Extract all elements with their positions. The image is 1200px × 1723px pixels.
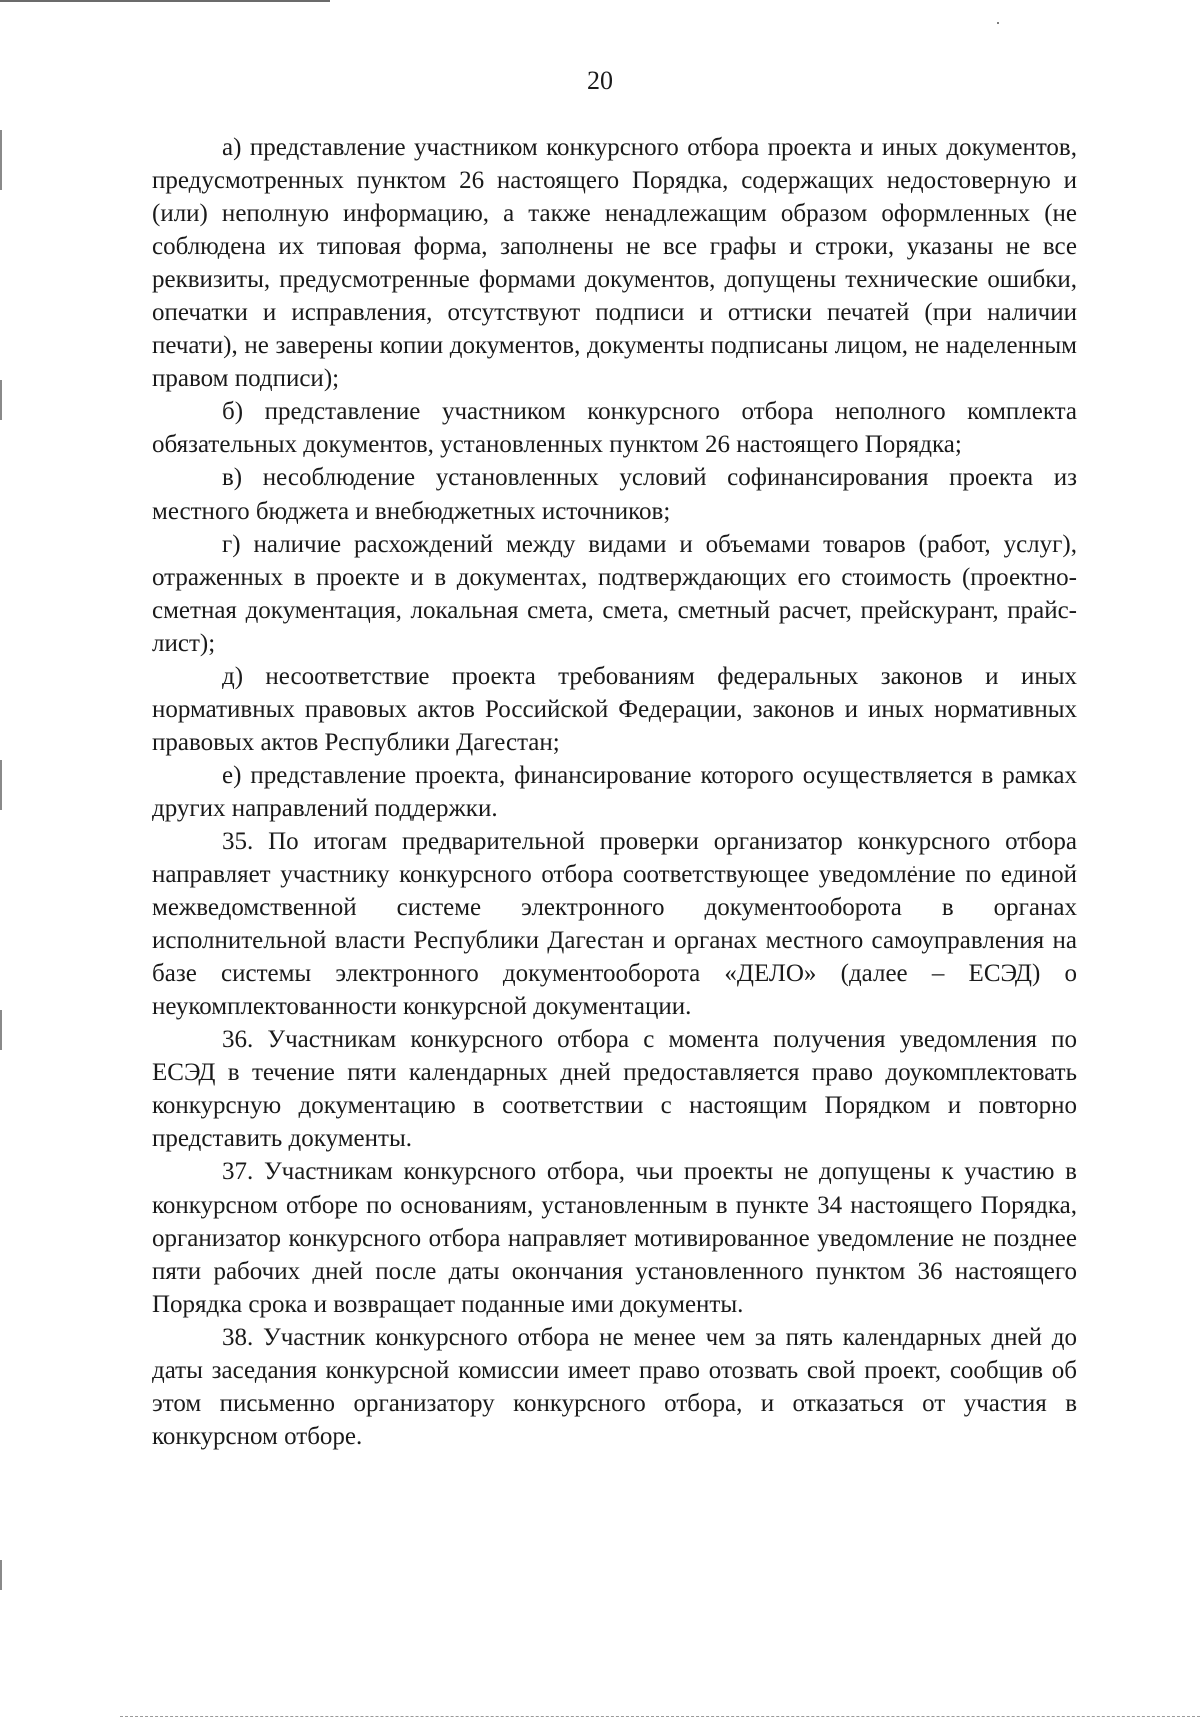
scan-speck (997, 22, 999, 24)
page-number: 20 (587, 66, 613, 95)
paragraph-36: 36. Участникам конкурсного отбора с момента получения уведомления по ЕСЭД в течение пяти календарных дней предоставляется право доукомплектовать конкурсную документацию в соответствии с настоящим Порядком и повторно представить документы. (152, 1026, 1077, 1153)
scan-edge-left (0, 760, 2, 810)
scan-edge-left (0, 130, 2, 190)
paragraph-b: б) представление участником конкурсного отбора неполного комплекта обязательных документов, установленных пунктом 26 настоящего Порядка; (152, 398, 1077, 459)
scan-edge-left (0, 1010, 2, 1050)
scan-edge-bottom (120, 1715, 1200, 1717)
scan-edge-left (0, 1560, 2, 1590)
paragraph-37: 37. Участникам конкурсного отбора, чьи проекты не допущены к участию в конкурсном отборе по основаниям, установленным в пункте 34 настоящего Порядка, организатор конкурсного отбора направляет мотивированное уведомление не позднее пяти рабочих дней после даты окончания установленного пунктом 36 настоящего Порядка срока и возвращает поданные ими документы. (152, 1158, 1077, 1318)
paragraph-v: в) несоблюдение установленных условий софинансирования проекта из местного бюджета и внебюджетных источников; (152, 464, 1077, 525)
paragraph-35: 35. По итогам предварительной проверки организатор конкурсного отбора направляет участнику конкурсного отбора соответствующее уведомление по единой межведомственной системе электронного документооборота в органах исполнительной власти Республики Дагестан и органах местного самоуправления на базе системы электронного документооборота «ДЕЛО» (далее – ЕСЭД) о неукомплектованности конкурсной документации. (152, 827, 1077, 1021)
document-body (152, 131, 1077, 1453)
paragraph-d: д) несоответствие проекта требованиям федеральных законов и иных нормативных правовых актов Российской Федерации, законов и иных нормативных правовых актов Республики Дагестан; (152, 662, 1077, 756)
paragraph-a: а) представление участником конкурсного отбора проекта и иных документов, предусмотренных пунктом 26 настоящего Порядка, содержащих недостоверную и (или) неполную информацию, а также ненадлежащим образом оформленных (не соблюдена их типовая форма, заполнены не все графы и строки, указаны не все реквизиты, предусмотренные формами документов, допущены технические ошибки, опечатки и исправления, отсутствуют подписи и оттиски печатей (при наличии печати), не заверены копии документов, документы подписаны лицом, не наделенным правом подписи); (152, 134, 1077, 393)
paragraph-e: е) представление проекта, финансирование которого осуществляется в рамках других направлений поддержки. (152, 761, 1077, 822)
paragraph-38: 38. Участник конкурсного отбора не менее чем за пять календарных дней до даты заседания конкурсной комиссии имеет право отозвать свой проект, сообщив об этом письменно организатору конкурсного отбора, и отказаться от участия в конкурсном отборе. (152, 1323, 1077, 1450)
scan-edge-left (0, 380, 2, 420)
paragraph-g: г) наличие расхождений между видами и объемами товаров (работ, услуг), отраженных в проекте и в документах, подтверждающих его стоимость (проектно-сметная документация, локальная смета, смета, сметный расчет, прейскурант, прайс-лист); (152, 530, 1077, 657)
scan-edge-top (0, 0, 330, 2)
